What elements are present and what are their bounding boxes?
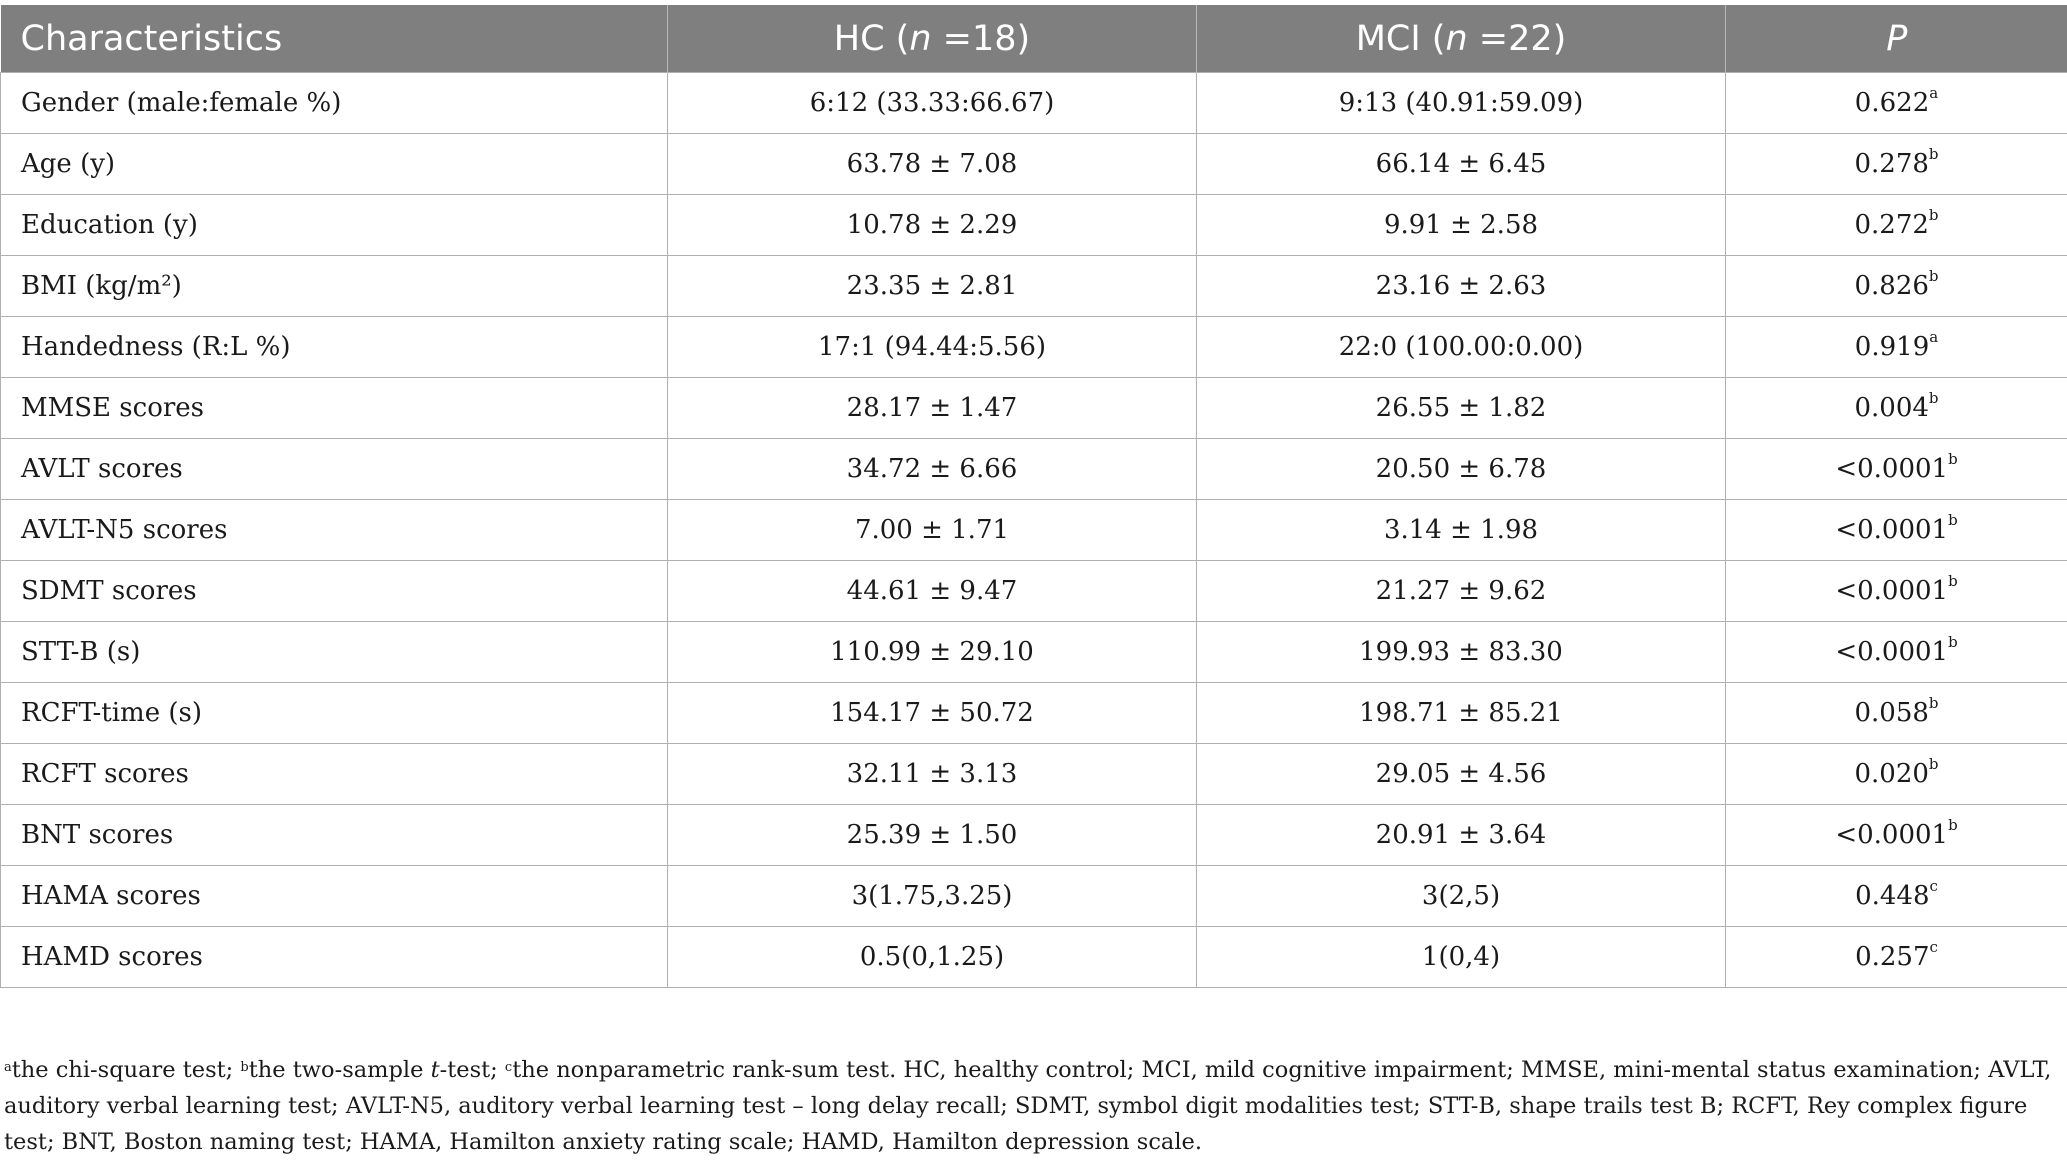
cell-mci-value: [1197, 195, 1726, 256]
cell-hc-value: [668, 744, 1197, 805]
cell-p-value: [1726, 500, 2067, 561]
cell-characteristic-text: BMI (kg/m²): [21, 271, 182, 301]
header-characteristics: [1, 5, 668, 73]
cell-characteristic-text: RCFT scores: [21, 759, 189, 789]
cell-mci-value: [1197, 439, 1726, 500]
cell-hc-value: [668, 500, 1197, 561]
cell-characteristic-text: Age (y): [21, 149, 116, 179]
header-text-italic: n: [1445, 18, 1468, 59]
cell-characteristic: [1, 805, 668, 866]
p-value-superscript: b: [1948, 511, 1958, 529]
cell-hc-value-text: 110.99 ± 29.10: [830, 637, 1034, 667]
cell-hc-value-text: 28.17 ± 1.47: [846, 393, 1018, 423]
cell-p-value: [1726, 256, 2067, 317]
table-row: [1, 683, 2067, 744]
cell-mci-value: [1197, 317, 1726, 378]
cell-p-value-text: 0.278: [1854, 149, 1929, 179]
cell-mci-value-text: 29.05 ± 4.56: [1375, 759, 1547, 789]
cell-characteristic: [1, 317, 668, 378]
header-mci: [1197, 5, 1726, 73]
table-row: [1, 561, 2067, 622]
characteristics-table: [0, 5, 2067, 988]
cell-p-value: [1726, 378, 2067, 439]
cell-hc-value: [668, 805, 1197, 866]
p-value-superscript: b: [1948, 633, 1958, 651]
cell-mci-value-text: 23.16 ± 2.63: [1375, 271, 1547, 301]
header-text-post: =22): [1467, 18, 1567, 59]
p-value-superscript: b: [1928, 145, 1939, 163]
cell-p-value-text: <0.0001: [1835, 820, 1949, 850]
p-value-superscript: b: [1948, 450, 1958, 468]
cell-mci-value-text: 21.27 ± 9.62: [1375, 576, 1547, 606]
cell-mci-value-text: 20.91 ± 3.64: [1375, 820, 1547, 850]
cell-mci-value-text: 26.55 ± 1.82: [1375, 393, 1547, 423]
p-value-superscript: b: [1948, 816, 1958, 834]
cell-mci-value: [1197, 561, 1726, 622]
cell-hc-value-text: 32.11 ± 3.13: [846, 759, 1018, 789]
p-value-superscript: b: [1928, 694, 1939, 712]
cell-mci-value: [1197, 683, 1726, 744]
header-text-pre: MCI (: [1355, 18, 1446, 59]
table-header: [1, 5, 2067, 73]
cell-characteristic-text: Gender (male:female %): [21, 88, 342, 118]
cell-mci-value: [1197, 500, 1726, 561]
cell-mci-value-text: 20.50 ± 6.78: [1375, 454, 1547, 484]
cell-hc-value: [668, 439, 1197, 500]
table-row: [1, 439, 2067, 500]
cell-p-value-text: 0.272: [1854, 210, 1929, 240]
header-text-italic: n: [909, 18, 932, 59]
cell-characteristic: [1, 622, 668, 683]
header-hc: [668, 5, 1197, 73]
footnote-text-b1: the two-sample: [248, 1057, 431, 1083]
cell-p-value: [1726, 134, 2067, 195]
table-row: [1, 317, 2067, 378]
cell-mci-value: [1197, 927, 1726, 988]
cell-characteristic: [1, 683, 668, 744]
cell-mci-value: [1197, 622, 1726, 683]
cell-characteristic-text: MMSE scores: [21, 393, 205, 423]
table-row: [1, 73, 2067, 134]
cell-p-value: [1726, 317, 2067, 378]
table-row: [1, 256, 2067, 317]
cell-p-value: [1726, 439, 2067, 500]
cell-p-value-text: 0.058: [1854, 698, 1929, 728]
header-row: [1, 5, 2067, 73]
header-text: Characteristics: [20, 18, 283, 59]
table-footnote: [4, 1052, 2059, 1160]
cell-p-value: [1726, 73, 2067, 134]
p-value-superscript: b: [1928, 755, 1939, 773]
p-value-superscript: b: [1928, 389, 1939, 407]
footnote-sup-a: a: [4, 1060, 12, 1075]
cell-mci-value-text: 22:0 (100.00:0.00): [1338, 332, 1584, 362]
cell-hc-value-text: 0.5(0,1.25): [859, 942, 1005, 972]
cell-p-value-text: <0.0001: [1835, 454, 1949, 484]
cell-p-value: [1726, 805, 2067, 866]
cell-mci-value-text: 198.71 ± 85.21: [1359, 698, 1563, 728]
footnote-text-b-italic: t: [430, 1057, 440, 1083]
table-row: [1, 622, 2067, 683]
cell-mci-value-text: 3.14 ± 1.98: [1383, 515, 1539, 545]
cell-mci-value-text: 9:13 (40.91:59.09): [1338, 88, 1584, 118]
cell-p-value-text: <0.0001: [1835, 637, 1949, 667]
cell-hc-value: [668, 622, 1197, 683]
table-row: [1, 744, 2067, 805]
table-row: [1, 500, 2067, 561]
cell-characteristic: [1, 73, 668, 134]
cell-mci-value: [1197, 744, 1726, 805]
cell-mci-value: [1197, 73, 1726, 134]
table-body: [1, 73, 2067, 988]
cell-hc-value: [668, 378, 1197, 439]
cell-p-value: [1726, 744, 2067, 805]
footnote-text-c: the nonparametric rank-sum test. HC, healthy control; MCI, mild cognitive impairment; MMSE, mini-mental status examination; AVLT, auditory verbal learning test; AVLT-N5, auditory verbal learning test – long delay recall; SDMT, symbol digit modalities test; STT-B, shape trails test B; RCFT, Rey complex figure test; BNT, Boston naming test; HAMA, Hamilton anxiety rating scale; HAMD, Hamilton depression scale.: [4, 1057, 2052, 1155]
cell-hc-value-text: 10.78 ± 2.29: [846, 210, 1018, 240]
table-row: [1, 378, 2067, 439]
cell-characteristic-text: AVLT-N5 scores: [21, 515, 228, 545]
cell-p-value-text: 0.448: [1855, 881, 1930, 911]
cell-p-value: [1726, 927, 2067, 988]
cell-characteristic: [1, 195, 668, 256]
footnote-sup-c: c: [504, 1060, 513, 1075]
cell-p-value-text: 0.826: [1854, 271, 1929, 301]
cell-mci-value-text: 66.14 ± 6.45: [1375, 149, 1547, 179]
cell-hc-value-text: 63.78 ± 7.08: [846, 149, 1018, 179]
table-row: [1, 195, 2067, 256]
cell-characteristic-text: AVLT scores: [21, 454, 183, 484]
cell-hc-value-text: 17:1 (94.44:5.56): [817, 332, 1047, 362]
cell-characteristic: [1, 561, 668, 622]
p-value-superscript: b: [1928, 206, 1939, 224]
p-value-superscript: c: [1929, 938, 1938, 956]
cell-hc-value: [668, 195, 1197, 256]
cell-mci-value-text: 1(0,4): [1421, 942, 1501, 972]
cell-hc-value-text: 154.17 ± 50.72: [830, 698, 1034, 728]
cell-mci-value-text: 9.91 ± 2.58: [1383, 210, 1539, 240]
cell-p-value: [1726, 683, 2067, 744]
cell-characteristic: [1, 378, 668, 439]
characteristics-table-container: [0, 5, 2067, 988]
header-text-pre: HC (: [833, 18, 910, 59]
cell-characteristic: [1, 927, 668, 988]
cell-hc-value-text: 3(1.75,3.25): [851, 881, 1013, 911]
cell-hc-value-text: 23.35 ± 2.81: [846, 271, 1018, 301]
cell-p-value: [1726, 866, 2067, 927]
cell-hc-value: [668, 134, 1197, 195]
cell-mci-value: [1197, 378, 1726, 439]
cell-p-value-text: 0.919: [1854, 332, 1930, 362]
cell-mci-value: [1197, 134, 1726, 195]
table-row: [1, 866, 2067, 927]
cell-characteristic-text: STT-B (s): [21, 637, 141, 667]
table-row: [1, 927, 2067, 988]
cell-characteristic: [1, 256, 668, 317]
cell-p-value-text: <0.0001: [1835, 576, 1949, 606]
cell-hc-value: [668, 73, 1197, 134]
cell-characteristic: [1, 744, 668, 805]
cell-mci-value: [1197, 256, 1726, 317]
header-text-post: =18): [931, 18, 1031, 59]
cell-characteristic-text: BNT scores: [21, 820, 174, 850]
cell-hc-value: [668, 866, 1197, 927]
cell-hc-value: [668, 561, 1197, 622]
cell-characteristic-text: SDMT scores: [21, 576, 197, 606]
cell-hc-value: [668, 927, 1197, 988]
cell-p-value-text: 0.020: [1854, 759, 1929, 789]
cell-characteristic-text: HAMD scores: [21, 942, 203, 972]
header-text-italic: P: [1886, 18, 1908, 59]
cell-hc-value: [668, 683, 1197, 744]
p-value-superscript: c: [1929, 877, 1938, 895]
footnote-text-b2: -test;: [439, 1057, 505, 1083]
cell-characteristic-text: Handedness (R:L %): [21, 332, 291, 362]
cell-characteristic: [1, 439, 668, 500]
p-value-superscript: b: [1928, 267, 1939, 285]
cell-p-value-text: 0.622: [1854, 88, 1930, 118]
cell-mci-value-text: 199.93 ± 83.30: [1359, 637, 1563, 667]
cell-characteristic: [1, 500, 668, 561]
cell-characteristic: [1, 866, 668, 927]
p-value-superscript: b: [1948, 572, 1958, 590]
cell-p-value: [1726, 561, 2067, 622]
cell-hc-value: [668, 256, 1197, 317]
table-row: [1, 134, 2067, 195]
cell-hc-value-text: 25.39 ± 1.50: [846, 820, 1018, 850]
cell-characteristic: [1, 134, 668, 195]
p-value-superscript: a: [1929, 328, 1939, 346]
cell-characteristic-text: HAMA scores: [21, 881, 201, 911]
cell-p-value-text: <0.0001: [1835, 515, 1949, 545]
cell-p-value-text: 0.257: [1855, 942, 1930, 972]
cell-hc-value-text: 7.00 ± 1.71: [854, 515, 1010, 545]
cell-p-value: [1726, 195, 2067, 256]
cell-mci-value: [1197, 866, 1726, 927]
cell-p-value-text: 0.004: [1854, 393, 1929, 423]
cell-hc-value-text: 34.72 ± 6.66: [846, 454, 1018, 484]
footnote-text-a: the chi-square test;: [11, 1057, 241, 1083]
cell-hc-value-text: 44.61 ± 9.47: [846, 576, 1018, 606]
cell-hc-value-text: 6:12 (33.33:66.67): [809, 88, 1055, 118]
p-value-superscript: a: [1929, 84, 1939, 102]
cell-p-value: [1726, 622, 2067, 683]
cell-characteristic-text: RCFT-time (s): [21, 698, 202, 728]
cell-mci-value: [1197, 805, 1726, 866]
cell-characteristic-text: Education (y): [21, 210, 198, 240]
footnote-sup-b: b: [240, 1060, 249, 1075]
cell-hc-value: [668, 317, 1197, 378]
header-p: [1726, 5, 2067, 73]
table-row: [1, 805, 2067, 866]
cell-mci-value-text: 3(2,5): [1421, 881, 1501, 911]
